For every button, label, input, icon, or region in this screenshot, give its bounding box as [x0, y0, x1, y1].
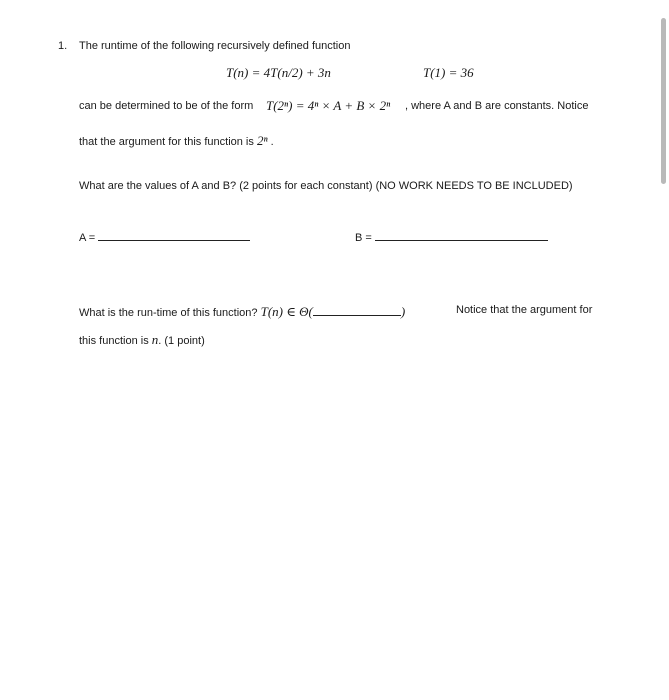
- runtime-answer-blank[interactable]: [313, 305, 401, 316]
- runtime-note-line2: [79, 332, 205, 348]
- answer-b-blank[interactable]: [375, 230, 548, 241]
- runtime-prompt-row: [79, 304, 405, 320]
- runtime-note-var: n: [151, 332, 159, 347]
- form-suffix: , where A and B are constants. Notice: [405, 100, 589, 112]
- values-prompt: What are the values of A and B? (2 points for each constant) (NO WORK NEEDS TO BE INCLUDED): [79, 180, 573, 192]
- answer-a-blank[interactable]: [98, 230, 250, 241]
- answer-a-row: [79, 230, 250, 244]
- question-number: 1.: [58, 40, 68, 52]
- runtime-note: Notice that the argument for: [456, 304, 593, 316]
- answer-a-label: A =: [79, 232, 96, 244]
- argument-note-prefix: that the argument for this function is: [79, 136, 254, 148]
- runtime-note-points: . (1 point): [158, 335, 205, 347]
- base-case-formula: T(1) = 36: [423, 65, 474, 80]
- runtime-prompt: What is the run-time of this function?: [79, 307, 258, 319]
- runtime-note-prefix: this function is: [79, 335, 149, 347]
- answer-b-label: B =: [355, 232, 372, 244]
- argument-note-suffix: .: [270, 136, 274, 148]
- argument-note-value: 2ⁿ: [256, 133, 268, 148]
- question-intro: The runtime of the following recursively defined function: [79, 40, 351, 52]
- runtime-formula-close: ): [400, 304, 406, 319]
- argument-note: [79, 133, 274, 149]
- form-formula: T(2ⁿ) = 4ⁿ × A + B × 2ⁿ: [266, 98, 391, 113]
- recurrence-formula: T(n) = 4T(n/2) + 3n: [226, 65, 331, 80]
- answer-b-row: [355, 230, 548, 244]
- vertical-scrollbar[interactable]: [661, 18, 666, 184]
- form-prefix: can be determined to be of the form: [79, 100, 254, 112]
- runtime-formula-prefix: T(n) ∈ Θ(: [260, 304, 313, 319]
